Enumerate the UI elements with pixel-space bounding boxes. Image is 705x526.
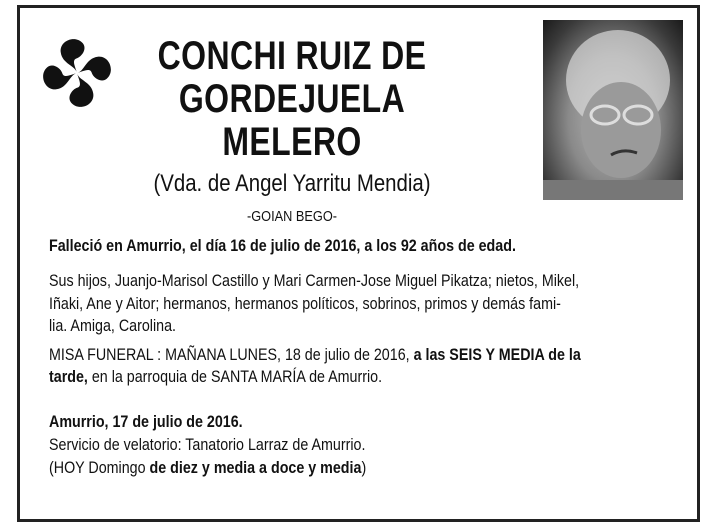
death-notice: Falleció en Amurrio, el día 16 de julio de 2016, a los 92 años de edad. xyxy=(49,236,516,255)
funeral-line-2 xyxy=(49,367,382,387)
place-date: Amurrio, 17 de julio de 2016. xyxy=(49,412,243,431)
portrait-photo xyxy=(543,20,683,200)
motto: -GOIAN BEGO- xyxy=(247,208,337,225)
subtitle: (Vda. de Angel Yarritu Mendia) xyxy=(153,170,431,197)
deceased-name xyxy=(132,35,452,164)
name-line: MELERO xyxy=(222,120,362,164)
funeral-time: a las SEIS Y MEDIA de la xyxy=(413,345,581,364)
funeral-time: tarde, xyxy=(49,367,88,386)
wake-day: (HOY Domingo xyxy=(49,458,150,477)
wake-time: de diez y media a doce y media xyxy=(149,458,362,477)
name-line: GORDEJUELA xyxy=(178,77,406,121)
name-line: CONCHI RUIZ DE xyxy=(157,34,427,78)
family-line: lia. Amiga, Carolina. xyxy=(49,316,176,335)
funeral-text: MISA FUNERAL : MAÑANA LUNES, 18 de julio de 2016, xyxy=(49,345,414,364)
wake-suffix: ) xyxy=(361,458,367,477)
family-line: Iñaki, Ane y Aitor; hermanos, hermanos políticos, sobrinos, primos y demás fami- xyxy=(49,294,561,313)
lauburu-icon xyxy=(40,32,114,114)
funeral-place: en la parroquia de SANTA MARÍA de Amurrio. xyxy=(87,367,383,386)
wake-hours xyxy=(49,458,366,478)
funeral-line-1 xyxy=(49,345,581,365)
wake-service: Servicio de velatorio: Tanatorio Larraz de Amurrio. xyxy=(49,435,366,454)
family-line: Sus hijos, Juanjo-Marisol Castillo y Mari Carmen-Jose Miguel Pikatza; nietos, Mikel, xyxy=(49,271,580,290)
